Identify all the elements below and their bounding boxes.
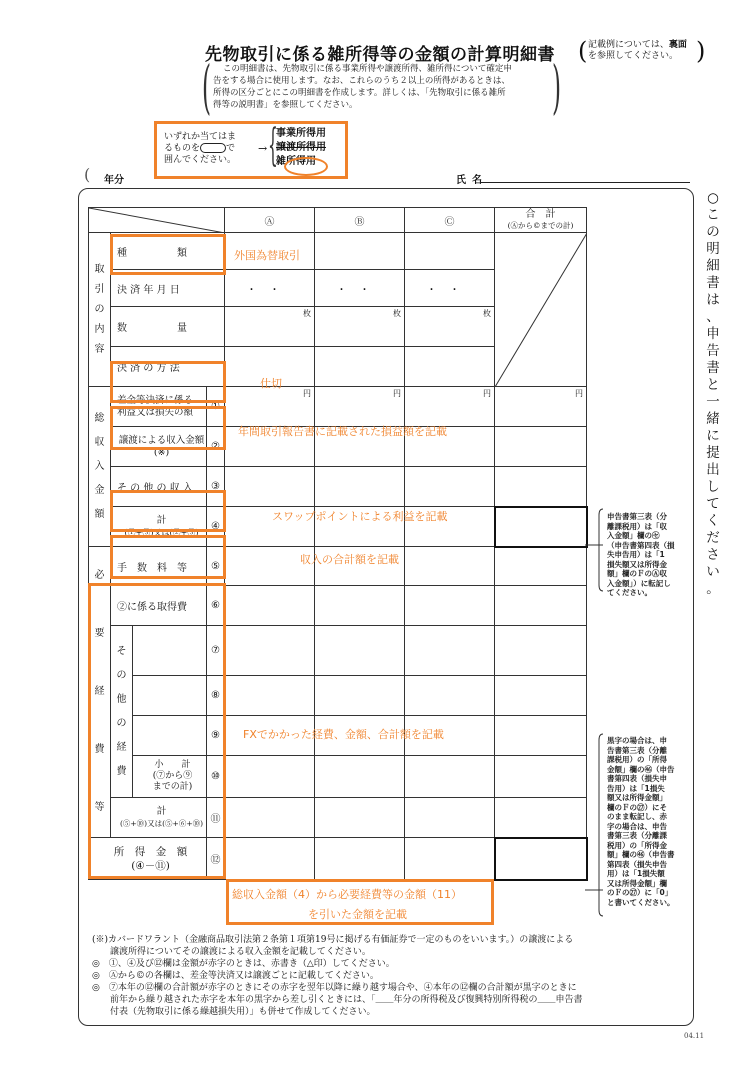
annotation-kind: 外国為替取引 (234, 249, 300, 262)
side-note-1-connector (585, 505, 605, 595)
vertical-notice-char: 明 (706, 241, 720, 257)
vertical-notice-char: 細 (706, 258, 720, 274)
cell-r10-total[interactable] (495, 756, 587, 798)
annotation-expenses: FXでかかった経費、金額、合計額を記載 (243, 728, 444, 741)
vertical-notice-char: い (706, 564, 720, 580)
cell-r10-b[interactable] (315, 756, 405, 798)
cell-r1-c[interactable]: 円 (405, 387, 495, 427)
cell-r3-a[interactable] (225, 467, 315, 507)
side-note-1: 申告書第三表（分 離課税用）は「収 入金額」欄の㋝ （申告書第四表（損 失申告用）は「1 損失額又は所得金 額」欄のＦのⒶ収 入金額」）に転記し てください。 (607, 512, 675, 597)
row-label-method: 決 済 の 方 法 (111, 347, 225, 387)
cell-r9-total[interactable] (495, 716, 587, 756)
corner-diagonal (89, 208, 225, 233)
arrow-icon: → (258, 142, 268, 155)
cell-date-a[interactable]: ・・ (225, 270, 315, 307)
highlight-kind (110, 234, 226, 275)
cell-r8-c[interactable] (405, 676, 495, 716)
cell-kind-c[interactable] (405, 233, 495, 270)
cell-r1-a[interactable]: 円 (225, 387, 315, 427)
row-label-r5: 手 数 料 等 (111, 547, 207, 586)
col-head-a: Ⓐ (225, 208, 315, 233)
side-note-2-connector (585, 730, 605, 920)
cell-r10-c[interactable] (405, 756, 495, 798)
cell-date-b[interactable]: ・・ (315, 270, 405, 307)
income-type-instruction: いずれか当てはま るものを で 囲んでください。 (164, 132, 237, 165)
option-misc-income[interactable]: 雑所得用 (276, 156, 316, 167)
vertical-notice-char: 出 (706, 462, 720, 478)
cell-r1-b[interactable]: 円 (315, 387, 405, 427)
ref-note-bracket-left: ( (578, 37, 588, 65)
highlight-r1 (110, 406, 226, 450)
vertical-notice-char: し (706, 479, 720, 495)
name-label: 氏名 (456, 175, 488, 186)
cell-r12-a[interactable] (225, 838, 315, 880)
vertical-notice-char: 告 (706, 343, 720, 359)
cell-r7-a[interactable] (225, 626, 315, 676)
cell-r12-total[interactable] (495, 838, 587, 880)
cell-r12-c[interactable] (405, 838, 495, 880)
cell-r6-a[interactable] (225, 586, 315, 626)
selected-option-circle (284, 157, 328, 176)
cell-r11-total[interactable] (495, 798, 587, 838)
row-label-r4: 計 (①+③)又は(②+③) (111, 507, 207, 547)
num-9: ⑨ (207, 716, 225, 756)
cell-r8-total[interactable] (495, 676, 587, 716)
vertical-notice-char: 書 (706, 275, 720, 291)
vertical-notice-char: 、 (706, 309, 720, 325)
cell-r8-a[interactable] (225, 676, 315, 716)
intro-bracket-right: ) (552, 53, 562, 121)
num-4: ④ (207, 507, 225, 547)
highlight-r4 (110, 535, 226, 579)
row-label-r2: 譲渡による収入金額 (※) (111, 427, 207, 467)
annotation-r3: スワップポイントによる利益を記載 (272, 510, 448, 523)
form-title: 先物取引に係る雑所得等の金額の計算明細書 (205, 45, 555, 65)
options-bracket: { (268, 120, 278, 171)
vertical-notice (700, 190, 726, 598)
num-10: ⑩ (207, 756, 225, 798)
year-paren: ( (84, 165, 91, 184)
vertical-notice-char: に (706, 428, 720, 444)
oval-icon (200, 143, 226, 153)
cell-r11-b[interactable] (315, 798, 405, 838)
cell-qty-a[interactable]: 枚 (225, 307, 315, 347)
num-12: ⑫ (207, 838, 225, 880)
group-label-torihiki: 取 引 の 内 容 (89, 233, 111, 387)
cell-r3-c[interactable] (405, 467, 495, 507)
row-label-date: 決 済 年 月 日 (111, 270, 225, 307)
vertical-notice-char: 申 (706, 326, 720, 342)
cell-r12-b[interactable] (315, 838, 405, 880)
col-head-total: 合 計 (Ⓐから©までの計) (495, 208, 587, 233)
row-label-r11: 計 (⑤+⑩)又は(⑤+⑥+⑩) (111, 798, 207, 838)
cell-r10-a[interactable] (225, 756, 315, 798)
cell-date-c[interactable]: ・・ (405, 270, 495, 307)
vertical-notice-char: く (706, 513, 720, 529)
vertical-notice-char: の (706, 224, 720, 240)
intro-text: この明細書は、先物取引に係る事業所得や譲渡所得、雑所得について確定申 告をする場合に使用します。なお、これらのうち２以上の所得があるときは、 所得の区分ごとにこの明細書を作成します。詳しくは、「先物取引に係る雑所 得等の説明書」を参照してください。 (213, 64, 512, 110)
ref-note: 記載例については、裏面 を参照してください。 (588, 40, 687, 61)
option-transfer-income[interactable]: 譲渡所得用 (276, 142, 326, 153)
num-3: ③ (207, 467, 225, 507)
vertical-notice-char: て (706, 496, 720, 512)
vertical-notice-char: ○ (707, 190, 719, 206)
group-label-sonota: そ の 他 の 経 費 (111, 626, 133, 798)
cell-r8-b[interactable] (315, 676, 405, 716)
vertical-notice-char: だ (706, 530, 720, 546)
cell-r11-c[interactable] (405, 798, 495, 838)
ref-note-bracket-right: ) (696, 37, 706, 65)
vertical-notice-char: 。 (706, 581, 720, 597)
cell-r4-total[interactable] (495, 507, 587, 547)
num-2: ② (207, 427, 225, 467)
total-diagonal (495, 233, 587, 387)
cell-r6-b[interactable] (315, 586, 405, 626)
annotation-method: 仕切 (260, 377, 282, 390)
cell-r7-total[interactable] (495, 626, 587, 676)
group-label-sou: 総 収 入 金 額 (89, 387, 111, 547)
vertical-notice-char: こ (706, 207, 720, 223)
vertical-notice-char: と (706, 377, 720, 393)
cell-r1-total[interactable]: 円 (495, 387, 587, 427)
annotation-r4: 収入の合計額を記載 (300, 553, 399, 566)
intro-bracket-left: ( (202, 53, 212, 121)
total-diagonal-cell (495, 233, 587, 387)
cell-method-b[interactable] (315, 347, 405, 387)
cell-qty-c[interactable]: 枚 (405, 307, 495, 347)
num-7: ⑦ (207, 626, 225, 676)
cell-r6-total[interactable] (495, 586, 587, 626)
cell-r3-total[interactable] (495, 467, 587, 507)
row-label-r10: 小 計 (⑦から⑨ までの計) (133, 756, 207, 798)
cell-r6-c[interactable] (405, 586, 495, 626)
num-1: ① (207, 387, 225, 427)
annotation-r1: 年間取引報告書に記載された損益額を記載 (238, 425, 447, 438)
form-code: 04.11 (684, 1032, 705, 1040)
row-label-r12: 所 得 金 額 (④－⑪) (89, 838, 207, 880)
option-business-income[interactable]: 事業所得用 (276, 128, 326, 139)
col-head-b: Ⓑ (315, 208, 405, 233)
year-label: 年分 (104, 175, 124, 186)
row-label-kind: 種 類 (111, 233, 225, 270)
annotation-r12-line2: を引いた金額を記載 (308, 908, 407, 921)
row-label-r6: ②に係る取得費 (111, 586, 207, 626)
vertical-notice-char: 一 (706, 394, 720, 410)
annotation-r12-line1: 総収入金額（4）から必要経費等の金額（11） (232, 888, 462, 901)
row-label-qty: 数 量 (111, 307, 225, 347)
cell-r5-c[interactable] (405, 547, 495, 586)
col-head-c: Ⓒ (405, 208, 495, 233)
row-label-r1: 差金等決済に係る 利益又は損失の額 (111, 387, 207, 427)
highlight-method (110, 361, 226, 403)
highlight-r3 (110, 490, 226, 532)
cell-r2-total[interactable] (495, 427, 587, 467)
cell-method-c[interactable] (405, 347, 495, 387)
num-6: ⑥ (207, 586, 225, 626)
name-field[interactable] (480, 182, 690, 183)
vertical-notice-char: 提 (706, 445, 720, 461)
cell-r7-c[interactable] (405, 626, 495, 676)
cell-r11-a[interactable] (225, 798, 315, 838)
num-11: ⑪ (207, 798, 225, 838)
vertical-notice-char: は (706, 292, 720, 308)
row-label-r3: そ の 他 の 収 入 (111, 467, 207, 507)
highlight-expenses (88, 583, 226, 879)
footnotes: (※)カバードワラント（金融商品取引法第２条第１項第19号に掲げる有価証券で一定のものをいいます。）の譲渡による 譲渡所得についてその譲渡による収入金額を記載してください。 ◎ ①、④及び⑫欄は金額が赤字のときは、赤書き（△印）してください。 ◎ Ⓐから©の各欄は、差金等決済又は譲渡ごとに記載してください。 ◎ ⑦本年の⑫欄の合計額が赤字のときにその赤字を翌年以降に繰り越す場合や、④本年の⑫欄の合計額が黒字のときに 前年から繰り越された赤字を本年の黒字から差し引くときには、「＿＿年分の所得税及び復興特別所得税の＿＿申告書 付表（先物取引に係る繰越損失用）」も併せて作成してください。 (92, 935, 583, 1017)
vertical-notice-char: 書 (706, 360, 720, 376)
corner-cell (89, 208, 225, 233)
cell-r3-b[interactable] (315, 467, 405, 507)
vertical-notice-char: 緒 (706, 411, 720, 427)
cell-r7-b[interactable] (315, 626, 405, 676)
num-8: ⑧ (207, 676, 225, 716)
num-5: ⑤ (207, 547, 225, 586)
cell-kind-b[interactable] (315, 233, 405, 270)
vertical-notice-char: さ (706, 547, 720, 563)
group-label-hitsuyo: 必 要 経 費 等 (89, 547, 111, 838)
cell-r5-total[interactable] (495, 547, 587, 586)
side-note-2: 黒字の場合は、申 告書第三表（分離 課税用）の「所得 金額」欄の㊻（申告 書第四表（損失申 告用）は「1損失 額又は所得金額」 欄のＦの㉗）にそ のまま転記し、赤 字の場合は、申告 書第三表（分離課 税用）の「所得金 額」欄の㊻（申告書 第四表（損失申告 用）は「1損失額 又は所得金額」欄 のＦの㉗）に「0」 と書いてください。 (607, 736, 675, 907)
cell-qty-b[interactable]: 枚 (315, 307, 405, 347)
